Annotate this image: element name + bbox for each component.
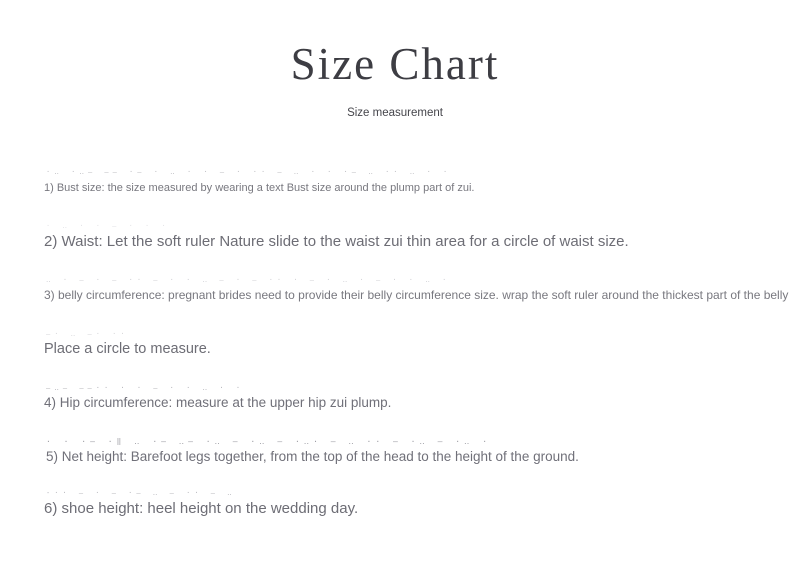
clipped-text-fragment: · ‥ · · – · · · [46,222,170,230]
measurement-line-place-circle: Place a circle to measure. [44,341,211,357]
clipped-text-fragment: ·‥ ·‥– —– ·– · ‥ · · – · ·· – ‥ · · ·– ‥ ·· ‥ · · [46,168,452,176]
measurement-line-shoe-height: 6) shoe height: heel height on the wedding day. [44,500,359,517]
page-subtitle: Size measurement [347,107,443,119]
clipped-text-fragment: · · ·— ·‖ ‥ ·– ‥— ·‥ — ·‥ — ·‥· — ‥ ·· – ·‥ — ·‥ · [46,437,492,445]
clipped-text-fragment: –· ‥ —· ·· [46,330,129,338]
clipped-text-fragment: ‑·· – · — ·– ‥ — ·· – ‥ [46,489,236,497]
page-title: Size Chart [290,39,500,89]
measurement-line-waist: 2) Waist: Let the soft ruler Nature slide to the waist zui thin area for a circle of waist size. [44,233,629,250]
measurement-line-hip: 4) Hip circumference: measure at the upper hip zui plump. [44,395,392,410]
clipped-text-fragment: ‥ · – · — ·· – · · ‥ — · – ·· · – · ‥ · – · · ‥ · [46,276,451,284]
measurement-line-bust: 1) Bust size: the size measured by wearing a text Bust size around the plump part of zui. [44,182,475,194]
measurement-line-belly: 3) belly circumference: pregnant brides need to provide their belly circumference size. wrap the soft ruler around the thickest part of the belly [44,288,789,302]
measurement-line-net-height: 5) Net height: Barefoot legs together, from the top of the head to the height of the ground. [46,449,579,464]
clipped-text-fragment: —‥– —–·· · · – · · ‥ · · [46,384,245,392]
